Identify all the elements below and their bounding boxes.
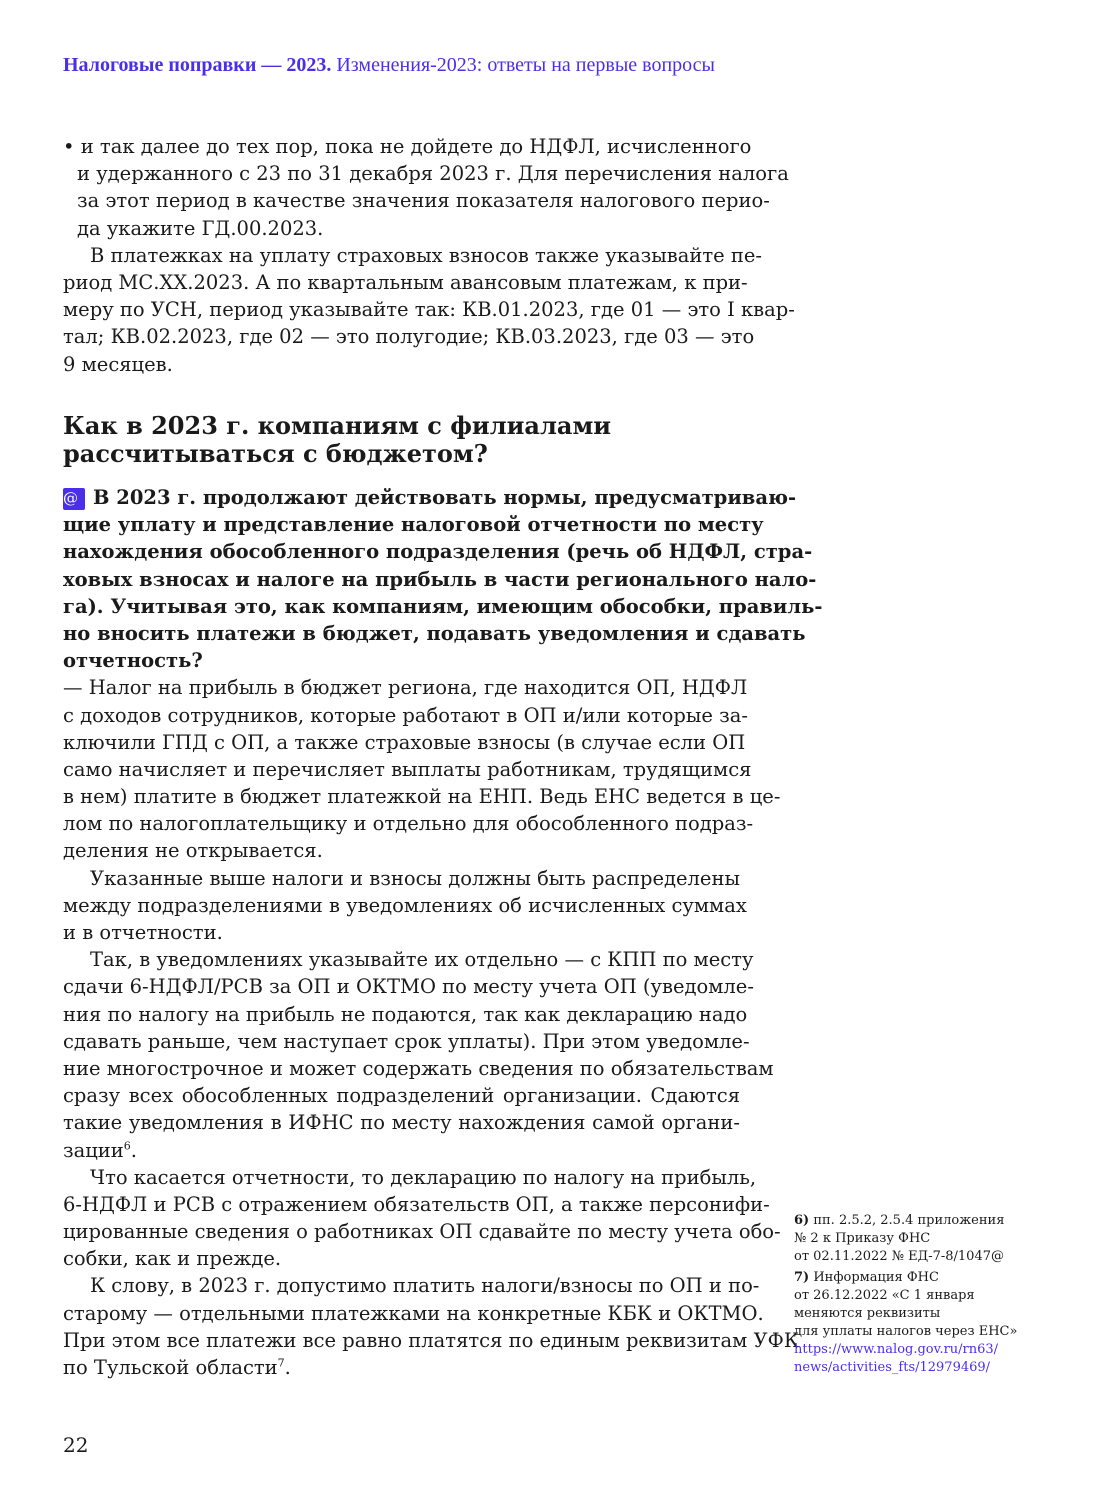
answer-line: цированные сведения о работниках ОП сдавайте по месту учета обо- xyxy=(63,1220,781,1244)
answer-line: такие уведомления в ИФНС по месту нахождения самой органи- xyxy=(63,1111,740,1135)
footnote-link[interactable]: https://www.nalog.gov.ru/rn63/ xyxy=(794,1342,999,1357)
answer-line: само начисляет и перечисляет выплаты работникам, трудящимся xyxy=(63,757,752,781)
answer-line: с доходов сотрудников, которые работают в ОП и/или которые за- xyxy=(63,703,748,727)
intro-text xyxy=(63,133,795,378)
footnote-7: 7) Информация ФНС xyxy=(794,1270,939,1285)
answer-line: К слову, в 2023 г. допустимо платить налоги/взносы по ОП и по- xyxy=(90,1274,760,1298)
answer-line: сдавать раньше, чем наступает срок уплаты). При этом уведомле- xyxy=(63,1029,750,1053)
text-line: и удержанного с 23 по 31 декабря 2023 г. Для перечисления налога xyxy=(77,162,789,186)
section-heading: Как в 2023 г. компаниям с филиалами рассчитываться с бюджетом? xyxy=(63,411,612,468)
footnote-6: 6) пп. 2.5.2, 2.5.4 приложения xyxy=(794,1213,1005,1228)
answer-line: старому — отдельными платежками на конкретные КБК и ОКТМО. xyxy=(63,1301,764,1325)
section-title: Изменения-2023: ответы на первые вопросы xyxy=(336,54,715,76)
footnote-line: меняются реквизиты xyxy=(794,1306,941,1321)
text-line: 9 месяцев. xyxy=(63,352,173,376)
qa-text xyxy=(63,484,823,1381)
footnote-line: от 02.11.2022 № ЕД-7-8/1047@ xyxy=(794,1249,1004,1264)
answer-line: в нем) платите в бюджет платежкой на ЕНП. Ведь ЕНС ведется в це- xyxy=(63,785,781,809)
footnote-line: для уплаты налогов через ЕНС» xyxy=(794,1324,1018,1339)
text-line: да укажите ГД.00.2023. xyxy=(77,216,324,240)
footnote-link[interactable]: news/activities_fts/12979469/ xyxy=(794,1360,991,1375)
answer-line: и в отчетности. xyxy=(63,921,223,944)
answer-line: лом по налогоплательщику и отдельно для обособленного подраз- xyxy=(63,812,754,836)
footnotes xyxy=(794,1212,1034,1377)
question-line: но вносить платежи в бюджет, подавать уведомления и сдавать xyxy=(63,621,806,645)
answer-line: зации$^6$. xyxy=(63,1138,137,1162)
question-line: ховых взносах и налоге на прибыль в части регионального нало- xyxy=(63,567,817,591)
answer-line: собки, как и прежде. xyxy=(63,1247,282,1271)
text-line: В платежках на уплату страховых взносов также указывайте пе- xyxy=(90,243,762,267)
answer-line: сдачи 6-НДФЛ/РСВ за ОП и ОКТМО по месту учета ОП (уведомле- xyxy=(63,975,754,999)
text-line: за этот период в качестве значения показателя налогового перио- xyxy=(77,189,770,213)
page-number: 22 xyxy=(63,1433,89,1457)
footnote-line: от 26.12.2022 «С 1 января xyxy=(794,1288,975,1303)
bullet-icon: • xyxy=(63,135,75,158)
bullet-line: • и так далее до тех пор, пока не дойдете до НДФЛ, исчисленного xyxy=(63,135,752,158)
running-header xyxy=(63,54,715,77)
text-line: меру по УСН, период указывайте так: КВ.01.2023, где 01 — это I квар- xyxy=(63,298,795,322)
question-line: @ В 2023 г. продолжают действовать нормы, предусматриваю- xyxy=(63,486,797,509)
answer-line: ния по налогу на прибыль не подаются, так как декларацию надо xyxy=(63,1002,748,1026)
answer-line: 6-НДФЛ и РСВ с отражением обязательств ОП, а также персонифи- xyxy=(63,1192,770,1216)
answer-line: сразу всех обособленных подразделений организации. Сдаются xyxy=(63,1084,740,1108)
question-line: нахождения обособленного подразделения (речь об НДФЛ, стра- xyxy=(63,540,813,564)
answer-line: ключили ГПД с ОП, а также страховые взносы (в случае если ОП xyxy=(63,730,746,754)
answer-line: по Тульской области$^7$. xyxy=(63,1356,291,1379)
answer-line: Указанные выше налоги и взносы должны быть распределены xyxy=(90,866,740,890)
footnote-ref-7[interactable]: 7 xyxy=(277,1356,285,1370)
at-sign-icon: @ xyxy=(63,488,85,510)
answer-line: между подразделениями в уведомлениях об исчисленных суммах xyxy=(63,893,747,917)
answer-line: Так, в уведомлениях указывайте их отдельно — с КПП по месту xyxy=(90,948,754,972)
question-line: отчетность? xyxy=(63,649,203,673)
text-line: тал; КВ.02.2023, где 02 — это полугодие; КВ.03.2023, где 03 — это xyxy=(63,325,755,349)
footnote-line: № 2 к Приказу ФНС xyxy=(794,1231,931,1246)
answer-line: Что касается отчетности, то декларацию по налогу на прибыль, xyxy=(90,1165,757,1189)
footnote-ref-6[interactable]: 6 xyxy=(123,1139,131,1152)
question-line: га). Учитывая это, как компаниям, имеющим обособки, правиль- xyxy=(63,594,823,618)
text-line: риод МС.ХХ.2023. А по квартальным авансовым платежам, к при- xyxy=(63,270,748,294)
answer-line: При этом все платежи все равно платятся по единым реквизитам УФК xyxy=(63,1328,799,1352)
question-line: щие уплату и представление налоговой отчетности по месту xyxy=(63,513,764,537)
answer-line: — Налог на прибыль в бюджет региона, где находится ОП, НДФЛ xyxy=(63,676,748,700)
answer-line: деления не открывается. xyxy=(63,839,323,863)
section-name: Налоговые поправки — 2023. xyxy=(63,54,332,76)
answer-line: ние многострочное и может содержать сведения по обязательствам xyxy=(63,1056,774,1080)
